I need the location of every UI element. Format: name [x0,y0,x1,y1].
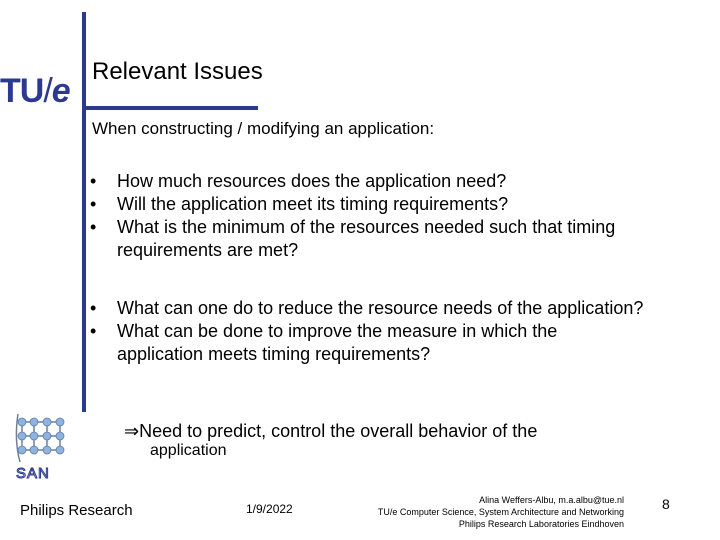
bullet-item [88,297,648,320]
bullet-dot: • [90,298,97,318]
tue-logo [0,72,70,111]
footer-date: 1/9/2022 [246,502,293,516]
tue-logo-slash: / [43,72,52,110]
bullet-dot: • [90,171,97,191]
slide-title: Relevant Issues [92,58,263,85]
san-logo-text: SAN [16,465,50,482]
footer-org: Philips Research [20,502,133,519]
tue-logo-e: e [51,72,70,110]
bullet-list-1 [88,170,688,262]
bullet-item [88,320,648,366]
page-number: 8 [662,496,670,512]
bullet-dot: • [90,194,97,214]
tue-logo-tu: TU [0,72,44,110]
header-horizontal-rule [82,106,258,110]
bullet-text: How much resources does the application need? [117,171,507,191]
footer-department: TU/e Computer Science, System Architecture and Networking [377,507,624,517]
conclusion-line [124,421,537,442]
bullet-text: What can one do to reduce the resource needs of the application? [117,298,644,318]
bullet-text: What is the minimum of the resources needed such that timing requirements are met? [117,217,616,260]
bullet-item [88,216,688,262]
bullet-list-2 [88,297,648,366]
bullet-item [88,170,688,193]
footer-author-block [340,494,624,530]
san-logo [12,410,76,482]
footer-author: Alina Weffers-Albu, m.a.albu@tue.nl [479,495,624,505]
bullet-text: What can be done to improve the measure in which the application meets timing requirements? [117,321,558,364]
footer-lab: Philips Research Laboratories Eindhoven [458,519,624,529]
bullet-item [88,193,688,216]
conclusion-continuation: application [150,442,227,459]
bullet-text: Will the application meet its timing requirements? [117,194,509,214]
slide-intro: When constructing / modifying an application: [92,119,435,138]
bullet-dot: • [90,321,97,341]
bullet-dot: • [90,217,97,237]
conclusion-text: Need to predict, control the overall behavior of the [139,421,538,441]
header-vertical-rule [82,12,86,412]
implies-arrow-icon: ⇒ [124,421,140,441]
